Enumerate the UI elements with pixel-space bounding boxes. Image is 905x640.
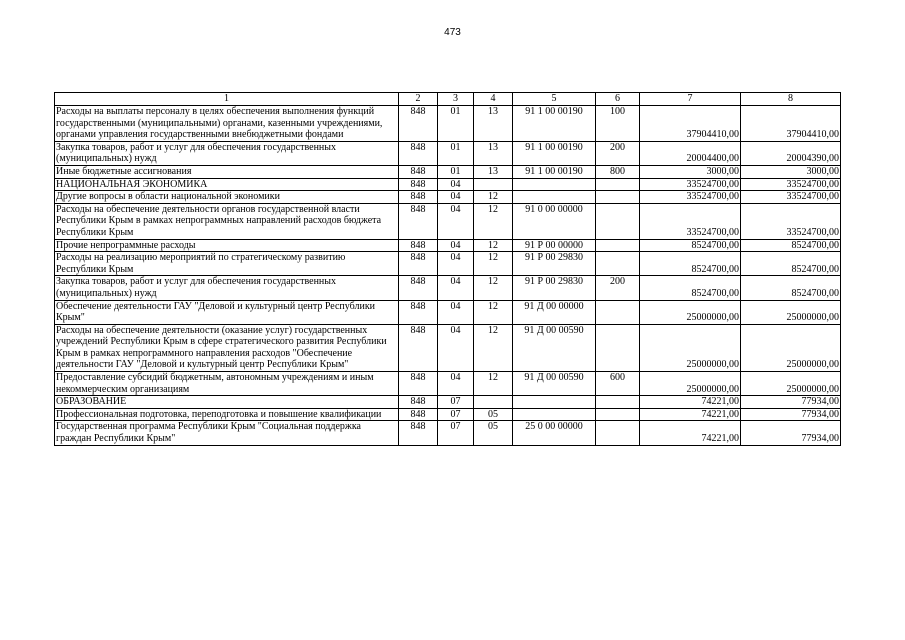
expense-type-code: [596, 178, 640, 191]
amount-year-1: 33524700,00: [640, 191, 741, 204]
target-article-code: 91 1 00 00190: [513, 106, 596, 142]
target-article-code: 91 Р 00 00000: [513, 239, 596, 252]
subsection-code: 12: [474, 300, 513, 324]
section-code: 04: [438, 203, 474, 239]
budget-table: [54, 92, 841, 446]
subsection-code: 12: [474, 324, 513, 371]
subsection-code: 12: [474, 239, 513, 252]
target-article-code: [513, 191, 596, 204]
section-code: 01: [438, 165, 474, 178]
section-code: 07: [438, 421, 474, 445]
target-article-code: [513, 408, 596, 421]
section-code: 04: [438, 276, 474, 300]
amount-year-2: 20004390,00: [741, 141, 841, 165]
subsection-code: [474, 178, 513, 191]
expense-type-code: [596, 408, 640, 421]
table-row: [55, 276, 841, 300]
table-row: [55, 324, 841, 371]
table-row: [55, 252, 841, 276]
row-description: Другие вопросы в области национальной экономики: [55, 191, 399, 204]
target-article-code: 91 Д 00 00000: [513, 300, 596, 324]
dept-code: 848: [399, 252, 438, 276]
amount-year-1: 8524700,00: [640, 276, 741, 300]
dept-code: 848: [399, 165, 438, 178]
expense-type-code: [596, 203, 640, 239]
amount-year-1: 74221,00: [640, 396, 741, 409]
target-article-code: 91 Р 00 29830: [513, 276, 596, 300]
dept-code: 848: [399, 324, 438, 371]
target-article-code: 25 0 00 00000: [513, 421, 596, 445]
target-article-code: [513, 396, 596, 409]
dept-code: 848: [399, 106, 438, 142]
column-number: 3: [438, 93, 474, 106]
amount-year-1: 8524700,00: [640, 252, 741, 276]
table-row: [55, 106, 841, 142]
amount-year-1: 25000000,00: [640, 372, 741, 396]
subsection-code: 13: [474, 165, 513, 178]
amount-year-1: 33524700,00: [640, 203, 741, 239]
expense-type-code: [596, 324, 640, 371]
target-article-code: 91 Д 00 00590: [513, 372, 596, 396]
dept-code: 848: [399, 408, 438, 421]
row-description: Прочие непрограммные расходы: [55, 239, 399, 252]
column-number: 8: [741, 93, 841, 106]
amount-year-1: 74221,00: [640, 408, 741, 421]
dept-code: 848: [399, 203, 438, 239]
column-number-row: [55, 93, 841, 106]
section-code: 01: [438, 141, 474, 165]
dept-code: 848: [399, 239, 438, 252]
amount-year-2: 8524700,00: [741, 252, 841, 276]
expense-type-code: [596, 191, 640, 204]
amount-year-2: 77934,00: [741, 421, 841, 445]
target-article-code: 91 Р 00 29830: [513, 252, 596, 276]
row-description: Расходы на реализацию мероприятий по стратегическому развитию Республики Крым: [55, 252, 399, 276]
expense-type-code: [596, 252, 640, 276]
subsection-code: 12: [474, 203, 513, 239]
target-article-code: 91 Д 00 00590: [513, 324, 596, 371]
amount-year-2: 25000000,00: [741, 300, 841, 324]
amount-year-2: 37904410,00: [741, 106, 841, 142]
dept-code: 848: [399, 396, 438, 409]
target-article-code: 91 1 00 00190: [513, 141, 596, 165]
amount-year-2: 77934,00: [741, 408, 841, 421]
table-row: [55, 421, 841, 445]
row-description: Расходы на обеспечение деятельности (оказание услуг) государственных учреждений Республики Крым в сфере стратегического развития Республики Крым в рамках непрограммного направления расходов "Обеспечение деятельности ГАУ "Деловой и культурный центр Республики Крым": [55, 324, 399, 371]
amount-year-1: 37904410,00: [640, 106, 741, 142]
subsection-code: 13: [474, 106, 513, 142]
subsection-code: 12: [474, 191, 513, 204]
section-code: 07: [438, 408, 474, 421]
expense-type-code: 200: [596, 141, 640, 165]
dept-code: 848: [399, 191, 438, 204]
amount-year-2: 25000000,00: [741, 324, 841, 371]
expense-type-code: 200: [596, 276, 640, 300]
row-description: ОБРАЗОВАНИЕ: [55, 396, 399, 409]
table-row: [55, 165, 841, 178]
amount-year-1: 20004400,00: [640, 141, 741, 165]
section-code: 04: [438, 372, 474, 396]
dept-code: 848: [399, 421, 438, 445]
row-description: Государственная программа Республики Крым "Социальная поддержка граждан Республики Крым": [55, 421, 399, 445]
section-code: 04: [438, 300, 474, 324]
section-code: 04: [438, 252, 474, 276]
amount-year-2: 25000000,00: [741, 372, 841, 396]
section-code: 04: [438, 324, 474, 371]
section-code: 07: [438, 396, 474, 409]
subsection-code: 05: [474, 408, 513, 421]
dept-code: 848: [399, 141, 438, 165]
table-row: [55, 300, 841, 324]
row-description: Обеспечение деятельности ГАУ "Деловой и культурный центр Республики Крым": [55, 300, 399, 324]
amount-year-1: 33524700,00: [640, 178, 741, 191]
amount-year-1: 25000000,00: [640, 324, 741, 371]
amount-year-2: 8524700,00: [741, 239, 841, 252]
column-number: 6: [596, 93, 640, 106]
expense-type-code: [596, 300, 640, 324]
target-article-code: 91 0 00 00000: [513, 203, 596, 239]
table-row: [55, 239, 841, 252]
page-number: 473: [444, 27, 461, 38]
expense-type-code: [596, 396, 640, 409]
subsection-code: 13: [474, 141, 513, 165]
column-number: 4: [474, 93, 513, 106]
amount-year-1: 74221,00: [640, 421, 741, 445]
column-number: 2: [399, 93, 438, 106]
row-description: Иные бюджетные ассигнования: [55, 165, 399, 178]
row-description: Закупка товаров, работ и услуг для обеспечения государственных (муниципальных) нужд: [55, 276, 399, 300]
row-description: НАЦИОНАЛЬНАЯ ЭКОНОМИКА: [55, 178, 399, 191]
row-description: Профессиональная подготовка, переподготовка и повышение квалификации: [55, 408, 399, 421]
amount-year-2: 33524700,00: [741, 178, 841, 191]
subsection-code: 12: [474, 276, 513, 300]
dept-code: 848: [399, 300, 438, 324]
expense-type-code: 100: [596, 106, 640, 142]
subsection-code: 12: [474, 252, 513, 276]
table-row: [55, 372, 841, 396]
section-code: 04: [438, 239, 474, 252]
subsection-code: [474, 396, 513, 409]
amount-year-1: 8524700,00: [640, 239, 741, 252]
column-number: 1: [55, 93, 399, 106]
column-number: 7: [640, 93, 741, 106]
target-article-code: 91 1 00 00190: [513, 165, 596, 178]
dept-code: 848: [399, 372, 438, 396]
table-row: [55, 396, 841, 409]
column-number: 5: [513, 93, 596, 106]
dept-code: 848: [399, 276, 438, 300]
table-row: [55, 191, 841, 204]
amount-year-2: 77934,00: [741, 396, 841, 409]
row-description: Предоставление субсидий бюджетным, автономным учреждениям и иным некоммерческим организациям: [55, 372, 399, 396]
section-code: 04: [438, 178, 474, 191]
subsection-code: 05: [474, 421, 513, 445]
row-description: Расходы на обеспечение деятельности органов государственной власти Республики Крым в рамках непрограммных направлений расходов бюджета Республики Крым: [55, 203, 399, 239]
amount-year-1: 25000000,00: [640, 300, 741, 324]
table-row: [55, 141, 841, 165]
row-description: Закупка товаров, работ и услуг для обеспечения государственных (муниципальных) нужд: [55, 141, 399, 165]
table-row: [55, 408, 841, 421]
expense-type-code: [596, 239, 640, 252]
table-row: [55, 203, 841, 239]
section-code: 04: [438, 191, 474, 204]
amount-year-1: 3000,00: [640, 165, 741, 178]
expense-type-code: [596, 421, 640, 445]
expense-type-code: 600: [596, 372, 640, 396]
section-code: 01: [438, 106, 474, 142]
subsection-code: 12: [474, 372, 513, 396]
table-row: [55, 178, 841, 191]
amount-year-2: 8524700,00: [741, 276, 841, 300]
amount-year-2: 33524700,00: [741, 203, 841, 239]
amount-year-2: 33524700,00: [741, 191, 841, 204]
dept-code: 848: [399, 178, 438, 191]
expense-type-code: 800: [596, 165, 640, 178]
target-article-code: [513, 178, 596, 191]
row-description: Расходы на выплаты персоналу в целях обеспечения выполнения функций государственными (муниципальными) органами, казенными учреждениями, органами управления государственными внебюджетными фондами: [55, 106, 399, 142]
amount-year-2: 3000,00: [741, 165, 841, 178]
